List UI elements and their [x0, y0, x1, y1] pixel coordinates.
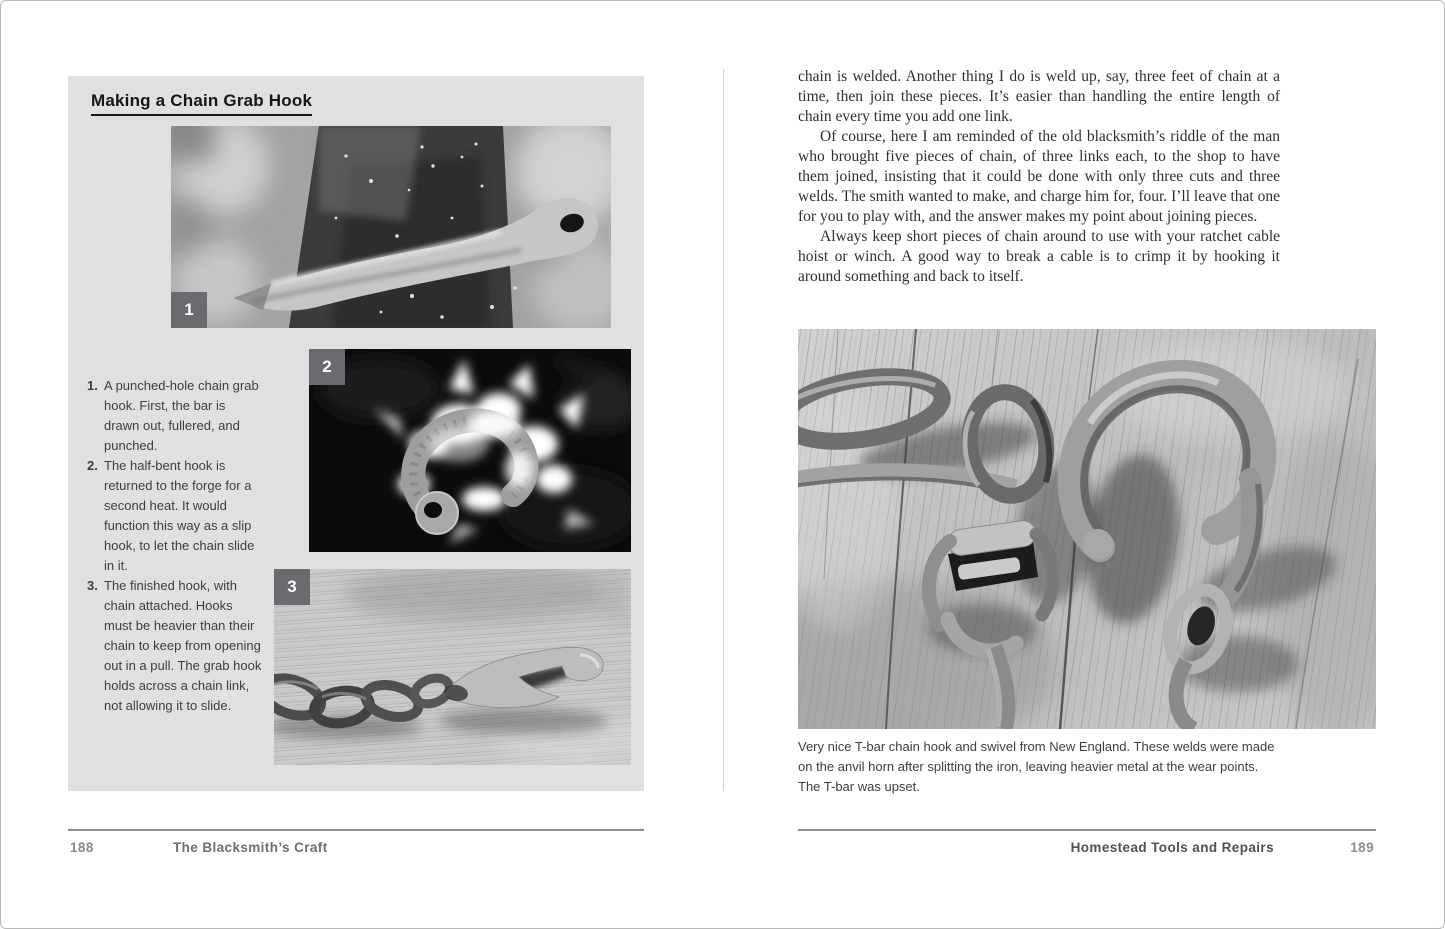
chain-grab-hook-panel — [68, 76, 644, 791]
photo-caption: Very nice T-bar chain hook and swivel from New England. These welds were made on the anvil horn after splitting the iron, leaving heavier metal at the wear points. The T-bar was upset. — [798, 739, 1275, 794]
section-title: Making a Chain Grab Hook — [91, 90, 312, 116]
caption-number: 3. — [87, 578, 98, 593]
photo-number-badge: 2 — [309, 349, 345, 385]
photo-caption-list — [87, 376, 269, 716]
left-footer-rule — [68, 829, 644, 831]
right-running-head: Homestead Tools and Repairs — [1070, 840, 1274, 855]
forge-glow-illustration — [309, 349, 631, 552]
caption-text: The finished hook, with chain attached. Hooks must be heavier than their chain to keep from opening out in a pull. The grab hook holds across a chain link, not allowing it to slide. — [104, 578, 262, 713]
anvil-hook-bar-illustration — [171, 126, 611, 328]
paragraph: chain is welded. Another thing I do is weld up, say, three feet of chain at a time, then join these pieces. It’s easier than handling the entire length of chain every time you add one link. — [798, 68, 1280, 125]
caption-number: 1. — [87, 378, 98, 393]
left-page-number: 188 — [70, 840, 94, 855]
caption-item-1 — [87, 376, 269, 456]
caption-number: 2. — [87, 458, 98, 473]
caption-text: A punched-hole chain grab hook. First, the bar is drawn out, fullered, and punched. — [104, 378, 259, 453]
photo-hook-in-forge — [309, 349, 631, 552]
hook-and-chain-illustration — [274, 569, 631, 765]
photo-number-badge: 1 — [171, 292, 207, 328]
caption-text: The half-bent hook is returned to the forge for a second heat. It would function this way as a slip hook, to let the chain slide in it. — [104, 458, 255, 573]
photo-anvil-hook-bar — [171, 126, 611, 328]
paragraph: Of course, here I am reminded of the old blacksmith’s riddle of the man who brought five pieces of chain, of three links each, to the shop to have them joined, insisting that it could be done with only three cuts and three welds. The smith wanted to make, and charge him for, four. I’ll leave that one for you to play with, and the answer makes my point about joining pieces. — [798, 128, 1280, 225]
right-footer-rule — [798, 829, 1376, 831]
paragraph: Always keep short pieces of chain around to use with your ratchet cable hoist or winch. A good way to break a cable is to crimp it by hooking it around something and back to itself. — [798, 228, 1280, 285]
page-gutter-divider — [723, 69, 724, 791]
body-text — [798, 67, 1280, 287]
photo-finished-hook-chain — [274, 569, 631, 765]
right-page-number: 189 — [1350, 840, 1374, 855]
tbar-hook-illustration — [798, 329, 1376, 729]
caption-item-3 — [87, 576, 269, 716]
caption-item-2 — [87, 456, 269, 576]
photo-number-badge: 3 — [274, 569, 310, 605]
photo-tbar-hook-swivel — [798, 329, 1376, 729]
left-running-head: The Blacksmith’s Craft — [173, 840, 328, 855]
